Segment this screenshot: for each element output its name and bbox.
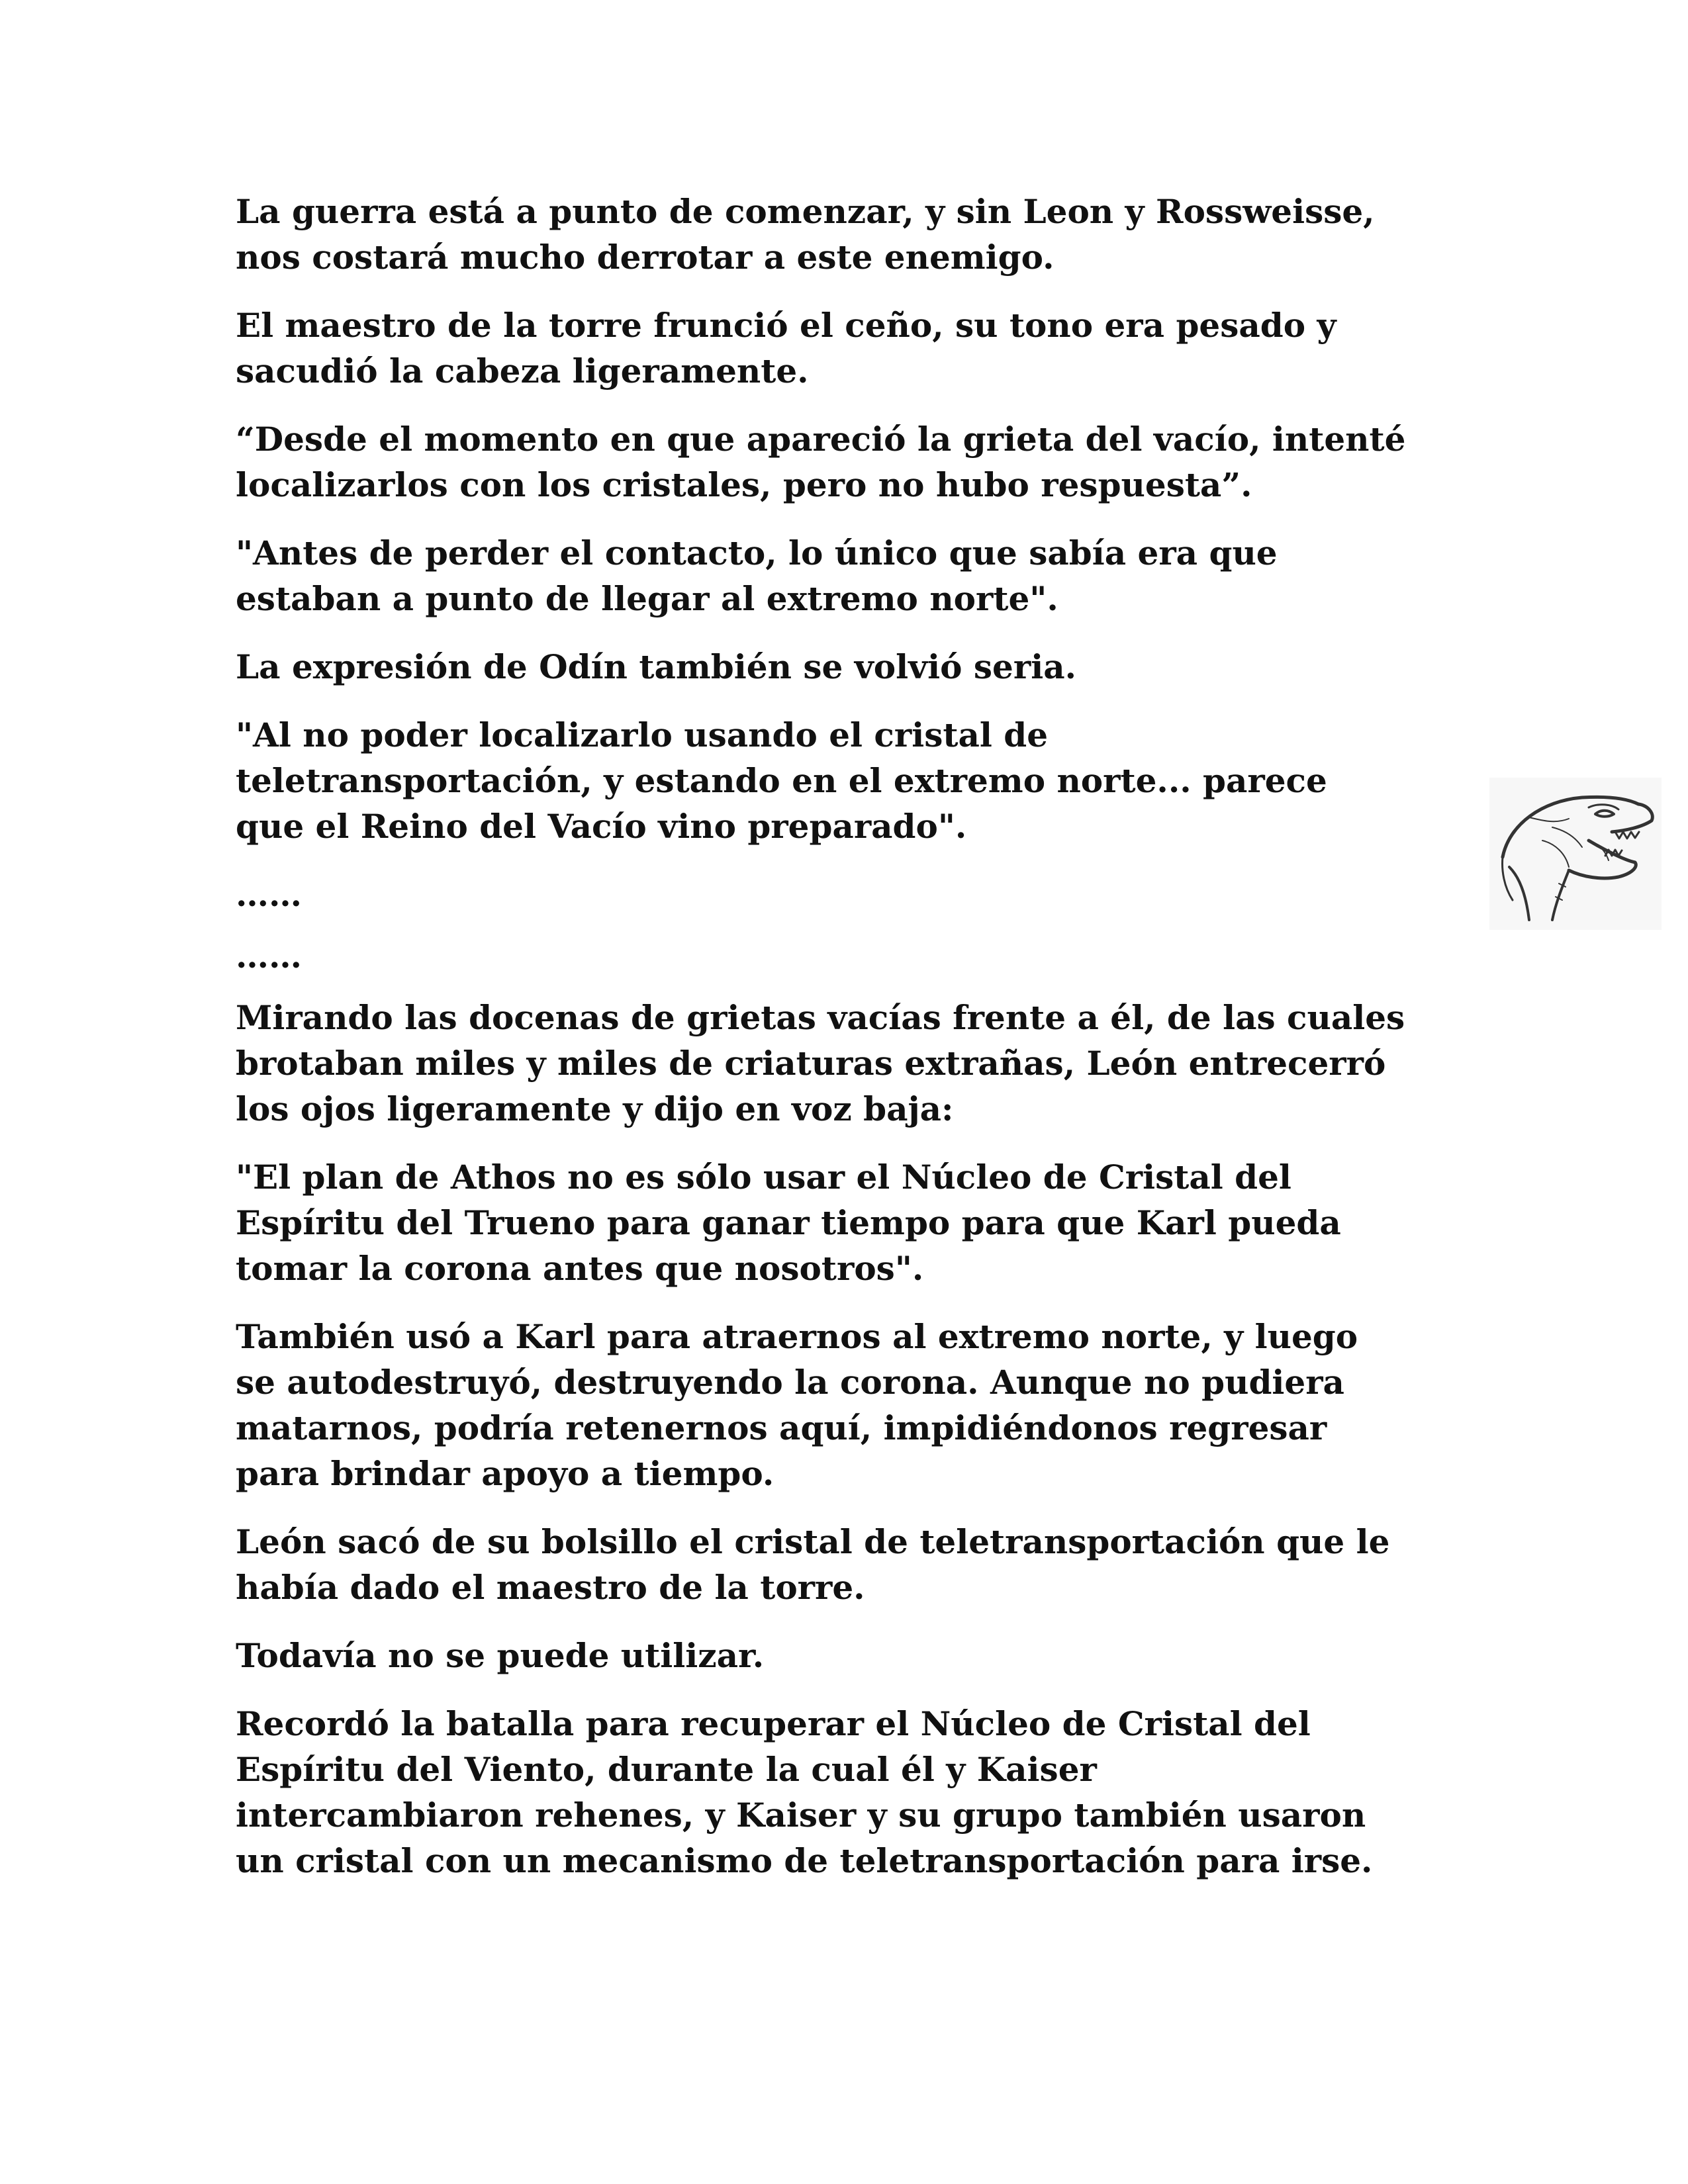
paragraph-7: Mirando las docenas de grietas vacías frente a él, de las cuales brotaban miles y miles de criaturas extrañas, León entrecerró los ojos ligeramente y dijo en voz baja:: [236, 998, 1405, 1128]
scene-break-1: ……: [236, 875, 302, 914]
dinosaur-head-sketch-icon: [1489, 778, 1662, 930]
paragraph-9: También usó a Karl para atraernos al extremo norte, y luego se autodestruyó, destruyendo la corona. Aunque no pudiera matarnos, podría retenernos aquí, impidiéndonos regresar para brindar apoyo a tiempo.: [236, 1317, 1358, 1493]
paragraph-1: La guerra está a punto de comenzar, y sin Leon y Rossweisse, nos costará mucho derrotar a este enemigo.: [236, 192, 1375, 277]
paragraph-10: León sacó de su bolsillo el cristal de teletransportación que le había dado el maestro de la torre.: [236, 1522, 1390, 1607]
paragraph-5: La expresión de Odín también se volvió seria.: [236, 647, 1076, 686]
paragraph-4: "Antes de perder el contacto, lo único que sabía era que estaban a punto de llegar al extremo norte".: [236, 533, 1278, 618]
paragraph-8: "El plan de Athos no es sólo usar el Núcleo de Cristal del Espíritu del Trueno para ganar tiempo para que Karl pueda tomar la corona antes que nosotros".: [236, 1158, 1341, 1288]
paragraph-3: “Desde el momento en que apareció la grieta del vacío, intenté localizarlos con los cristales, pero no hubo respuesta”.: [236, 420, 1406, 504]
scene-break-2: ……: [236, 936, 302, 976]
paragraph-6: "Al no poder localizarlo usando el cristal de teletransportación, y estando en el extremo norte... parece que el Reino del Vacío vino preparado".: [236, 715, 1327, 846]
body-text: [236, 189, 1467, 1906]
paragraph-2: El maestro de la torre frunció el ceño, su tono era pesado y sacudió la cabeza ligeramente.: [236, 306, 1336, 390]
paragraph-12: Recordó la batalla para recuperar el Núcleo de Cristal del Espíritu del Viento, durante la cual él y Kaiser intercambiaron rehenes, y Kaiser y su grupo también usaron un cristal con un mecanismo de teletransportación para irse.: [236, 1704, 1373, 1880]
paragraph-11: Todavía no se puede utilizar.: [236, 1636, 765, 1675]
